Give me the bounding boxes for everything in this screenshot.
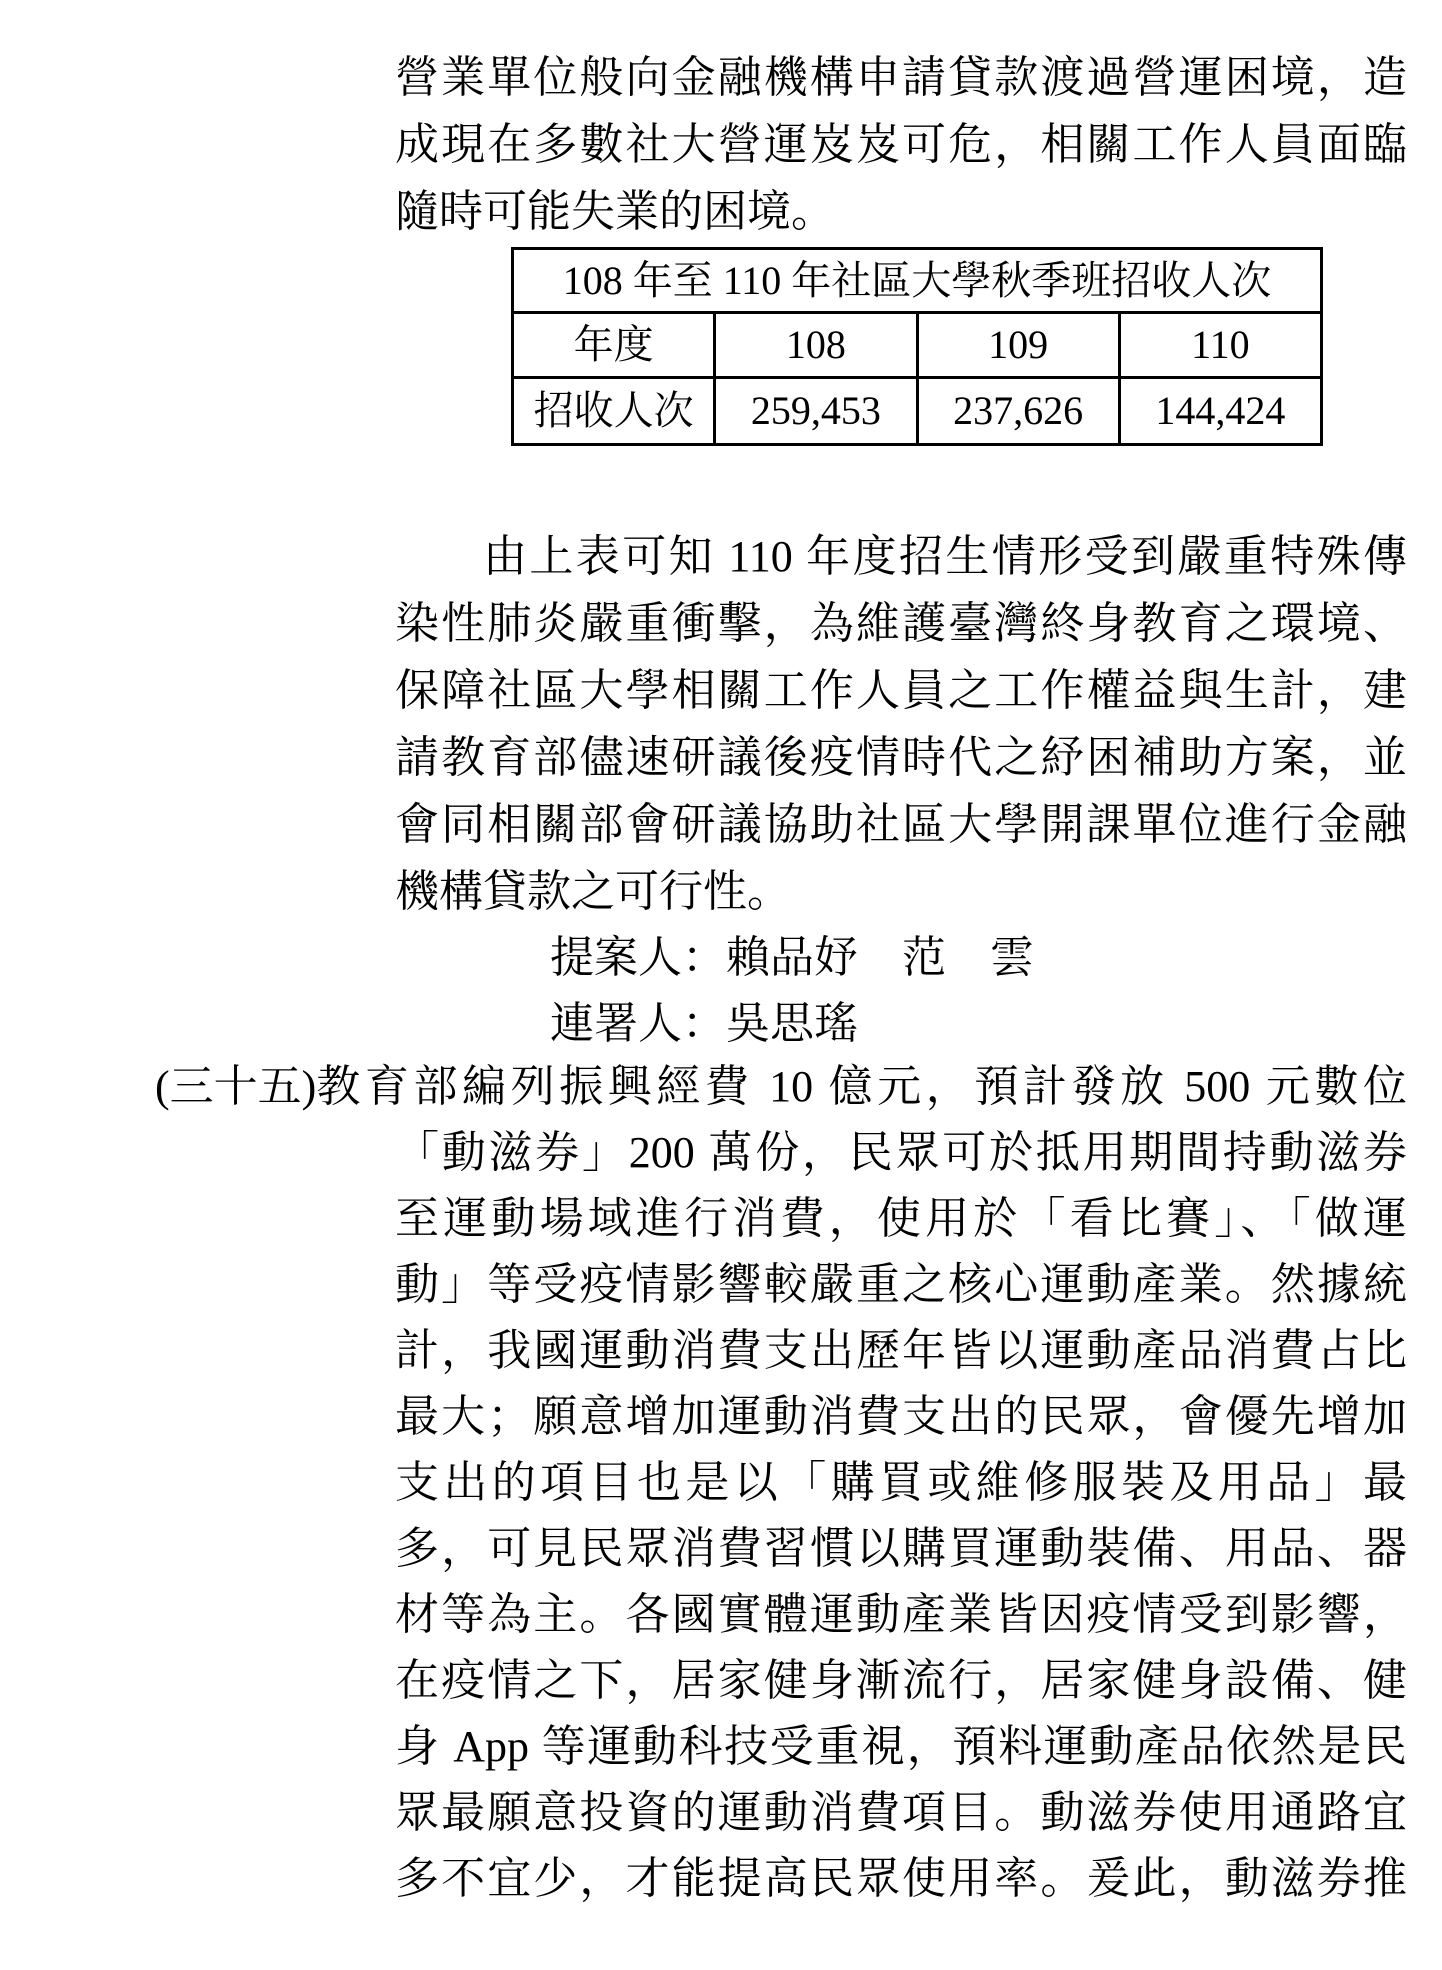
- text-line: 機構貸款之可行性。: [395, 867, 791, 916]
- table-data-cell: 259,453: [715, 378, 917, 445]
- text-line: 由上表可知 110 年度招生情形受到嚴重特殊傳: [483, 532, 1407, 581]
- text-line: 會同相關部會研議協助社區大學開課單位進行金融: [395, 800, 1407, 849]
- text-line: 身 App 等運動科技受重視，預料運動產品依然是民: [395, 1722, 1407, 1771]
- enrollment-table-container: [511, 247, 1323, 446]
- table-header-cell: 108: [715, 313, 917, 378]
- table-data-cell: 237,626: [917, 378, 1119, 445]
- table-title-cell: 108 年至 110 年社區大學秋季班招收人次: [513, 249, 1322, 313]
- text-line: 多不宜少，才能提高民眾使用率。爰此，動滋券推: [395, 1854, 1407, 1903]
- item-number: (三十五): [155, 1062, 317, 1111]
- text-line: 計，我國運動消費支出歷年皆以運動產品消費占比: [395, 1326, 1407, 1375]
- item-35-paragraph: [155, 1054, 1407, 1912]
- table-header-cell: 年度: [513, 313, 715, 378]
- text-line: 至運動場域進行消費，使用於「看比賽」、「做運: [395, 1194, 1407, 1243]
- text-line: 動」等受疫情影響較嚴重之核心運動產業。然據統: [395, 1260, 1407, 1309]
- table-title-row: [513, 249, 1322, 313]
- text-line: 多，可見民眾消費習慣以購買運動裝備、用品、器: [395, 1524, 1407, 1573]
- text-line: 最大；願意增加運動消費支出的民眾，會優先增加: [395, 1392, 1407, 1441]
- text-line: 材等為主。各國實體運動產業皆因疫情受到影響，: [395, 1590, 1407, 1639]
- item-first-line: [155, 1054, 1407, 1120]
- enrollment-table: [511, 247, 1323, 446]
- text-line: 營業單位般向金融機構申請貸款渡過營運困境，造: [395, 53, 1407, 102]
- table-data-cell: 144,424: [1119, 378, 1321, 445]
- analysis-paragraph: [395, 523, 1407, 925]
- text-line: 請教育部儘速研議後疫情時代之紓困補助方案，並: [395, 733, 1407, 782]
- table-header-cell: 109: [917, 313, 1119, 378]
- text-line: 染性肺炎嚴重衝擊，為維護臺灣終身教育之環境、: [395, 599, 1407, 648]
- text-line: 支出的項目也是以「購買或維修服裝及用品」最: [395, 1458, 1407, 1507]
- continuation-paragraph: [395, 44, 1407, 245]
- proposer-line: 提案人：賴品妤 范 雲: [550, 933, 1034, 982]
- text-line: 保障社區大學相關工作人員之工作權益與生計，建: [395, 666, 1407, 715]
- text-line: 教育部編列振興經費 10 億元，預計發放 500 元數位: [316, 1062, 1407, 1111]
- table-data-row: [513, 378, 1322, 445]
- text-line: 隨時可能失業的困境。: [395, 187, 835, 236]
- table-header-row: [513, 313, 1322, 378]
- table-data-cell: 招收人次: [513, 378, 715, 445]
- text-line: 在疫情之下，居家健身漸流行，居家健身設備、健: [395, 1656, 1407, 1705]
- cosigner-line: 連署人：吳思瑤: [550, 999, 858, 1048]
- text-line: 成現在多數社大營運岌岌可危，相關工作人員面臨: [395, 120, 1407, 169]
- text-line: 「動滋券」200 萬份，民眾可於抵用期間持動滋券: [395, 1128, 1407, 1177]
- text-line: 眾最願意投資的運動消費項目。動滋券使用通路宜: [395, 1788, 1407, 1837]
- table-header-cell: 110: [1119, 313, 1321, 378]
